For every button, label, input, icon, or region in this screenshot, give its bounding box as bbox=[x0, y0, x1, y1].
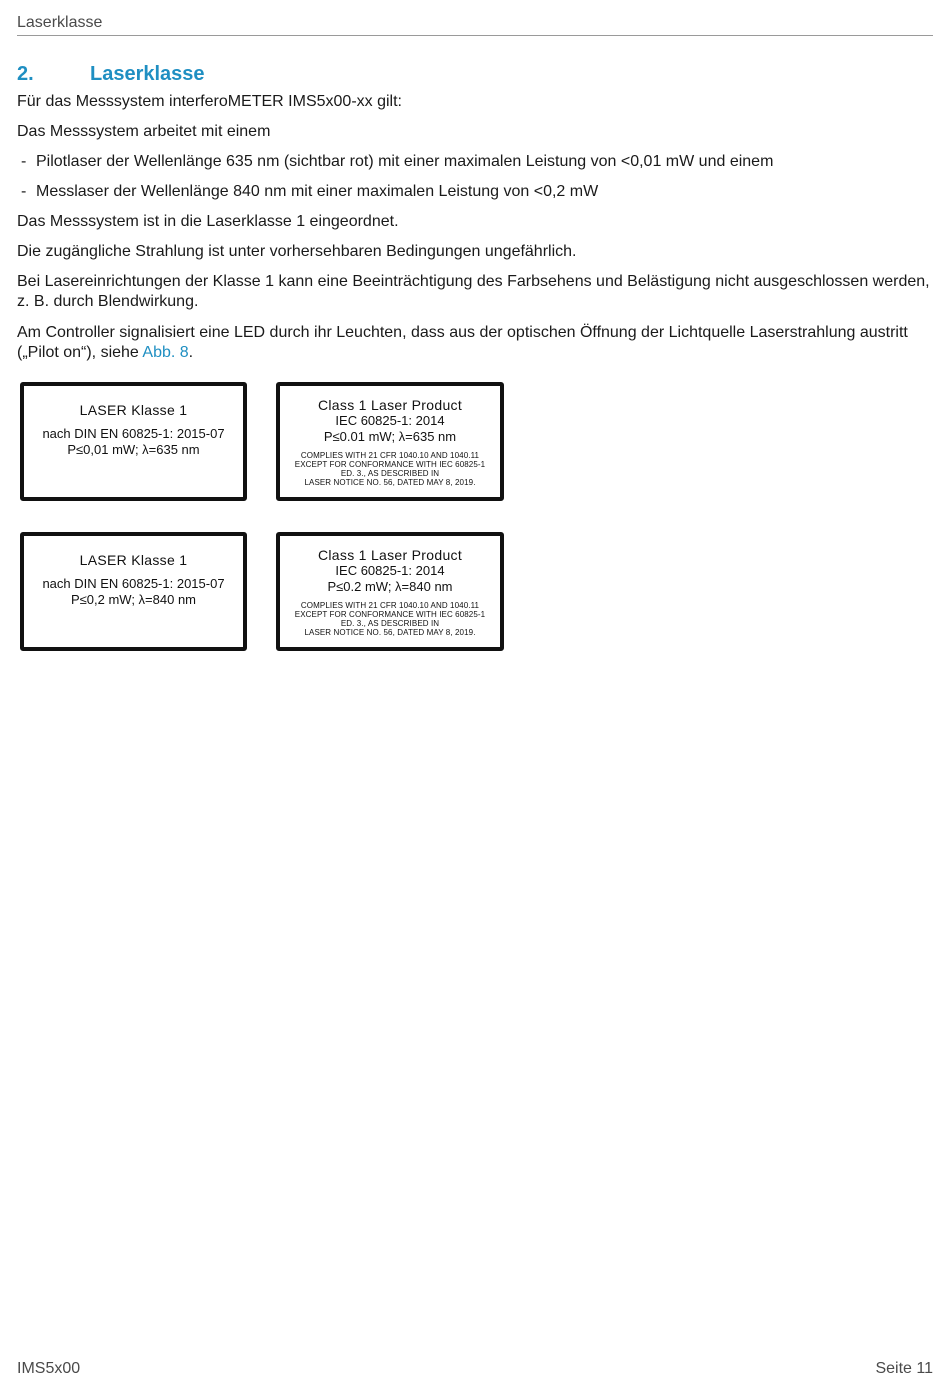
label-standard: nach DIN EN 60825-1: 2015-07 bbox=[42, 576, 225, 591]
bullet-marker: - bbox=[21, 183, 27, 200]
label-compliance-line: ED. 3., AS DESCRIBED IN bbox=[340, 619, 440, 628]
paragraph-intro: Für das Messsystem interferoMETER IMS5x00-xx gilt: bbox=[17, 93, 402, 110]
list-item-text: Messlaser der Wellenlänge 840 nm mit einer maximalen Leistung von <0,2 mW bbox=[36, 183, 599, 200]
footer-page-number: Seite 11 bbox=[875, 1360, 933, 1377]
label-standard: IEC 60825-1: 2014 bbox=[335, 563, 445, 578]
label-compliance-line: EXCEPT FOR CONFORMANCE WITH IEC 60825-1 bbox=[294, 460, 486, 469]
label-compliance-line: ED. 3., AS DESCRIBED IN bbox=[340, 469, 440, 478]
label-title: LASER Klasse 1 bbox=[79, 402, 188, 418]
label-power: P≤0.2 mW; λ=840 nm bbox=[327, 579, 453, 594]
paragraph-warning: Bei Lasereinrichtungen der Klasse 1 kann eine Beeinträchtigung des Farbsehens und Belästigung nicht ausgeschlossen werden, z. B. durch Blendwirkung. bbox=[17, 273, 930, 310]
paragraph-system: Das Messsystem arbeitet mit einem bbox=[17, 123, 271, 140]
paragraph-radiation: Die zugängliche Strahlung ist unter vorhersehbaren Bedingungen ungefährlich. bbox=[17, 243, 577, 260]
label-compliance-line: EXCEPT FOR CONFORMANCE WITH IEC 60825-1 bbox=[294, 610, 486, 619]
bullet-marker: - bbox=[21, 153, 27, 170]
label-title: LASER Klasse 1 bbox=[79, 552, 188, 568]
laser-label-de-840 bbox=[20, 532, 247, 651]
label-title: Class 1 Laser Product bbox=[317, 397, 463, 413]
list-item-text: Pilotlaser der Wellenlänge 635 nm (sichtbar rot) mit einer maximalen Leistung von <0,01 mW und einem bbox=[36, 153, 774, 170]
label-compliance-line: COMPLIES WITH 21 CFR 1040.10 AND 1040.11 bbox=[300, 451, 480, 460]
label-compliance-line: COMPLIES WITH 21 CFR 1040.10 AND 1040.11 bbox=[300, 601, 480, 610]
section-heading bbox=[17, 63, 205, 86]
paragraph-led-end: . bbox=[188, 344, 194, 361]
laser-label-en-840 bbox=[276, 532, 504, 651]
paragraph-led-text: Am Controller signalisiert eine LED durch ihr Leuchten, dass aus der optischen Öffnung der Lichtquelle Laserstrahlung austritt („Pilot on“), siehe bbox=[17, 324, 908, 361]
figure-link[interactable]: Abb. 8 bbox=[142, 344, 189, 361]
section-number: 2. bbox=[17, 63, 34, 85]
laser-label-en-635 bbox=[276, 382, 504, 501]
label-power: P≤0.01 mW; λ=635 nm bbox=[323, 429, 457, 444]
label-compliance-line: LASER NOTICE NO. 56, DATED MAY 8, 2019. bbox=[304, 478, 476, 487]
list-item-pilot-laser bbox=[17, 152, 936, 172]
label-title: Class 1 Laser Product bbox=[317, 547, 463, 563]
label-standard: nach DIN EN 60825-1: 2015-07 bbox=[42, 426, 225, 441]
section-title: Laserklasse bbox=[90, 63, 205, 85]
list-item-measuring-laser bbox=[17, 182, 936, 202]
laser-label-de-635 bbox=[20, 382, 247, 501]
label-compliance-line: LASER NOTICE NO. 56, DATED MAY 8, 2019. bbox=[304, 628, 476, 637]
label-power: P≤0,2 mW; λ=840 nm bbox=[70, 592, 197, 607]
label-standard: IEC 60825-1: 2014 bbox=[335, 413, 445, 428]
running-header: Laserklasse bbox=[17, 14, 933, 36]
paragraph-led bbox=[17, 323, 933, 363]
footer-product: IMS5x00 bbox=[17, 1360, 81, 1377]
paragraph-class: Das Messsystem ist in die Laserklasse 1 eingeordnet. bbox=[17, 213, 399, 230]
label-power: P≤0,01 mW; λ=635 nm bbox=[67, 442, 200, 457]
